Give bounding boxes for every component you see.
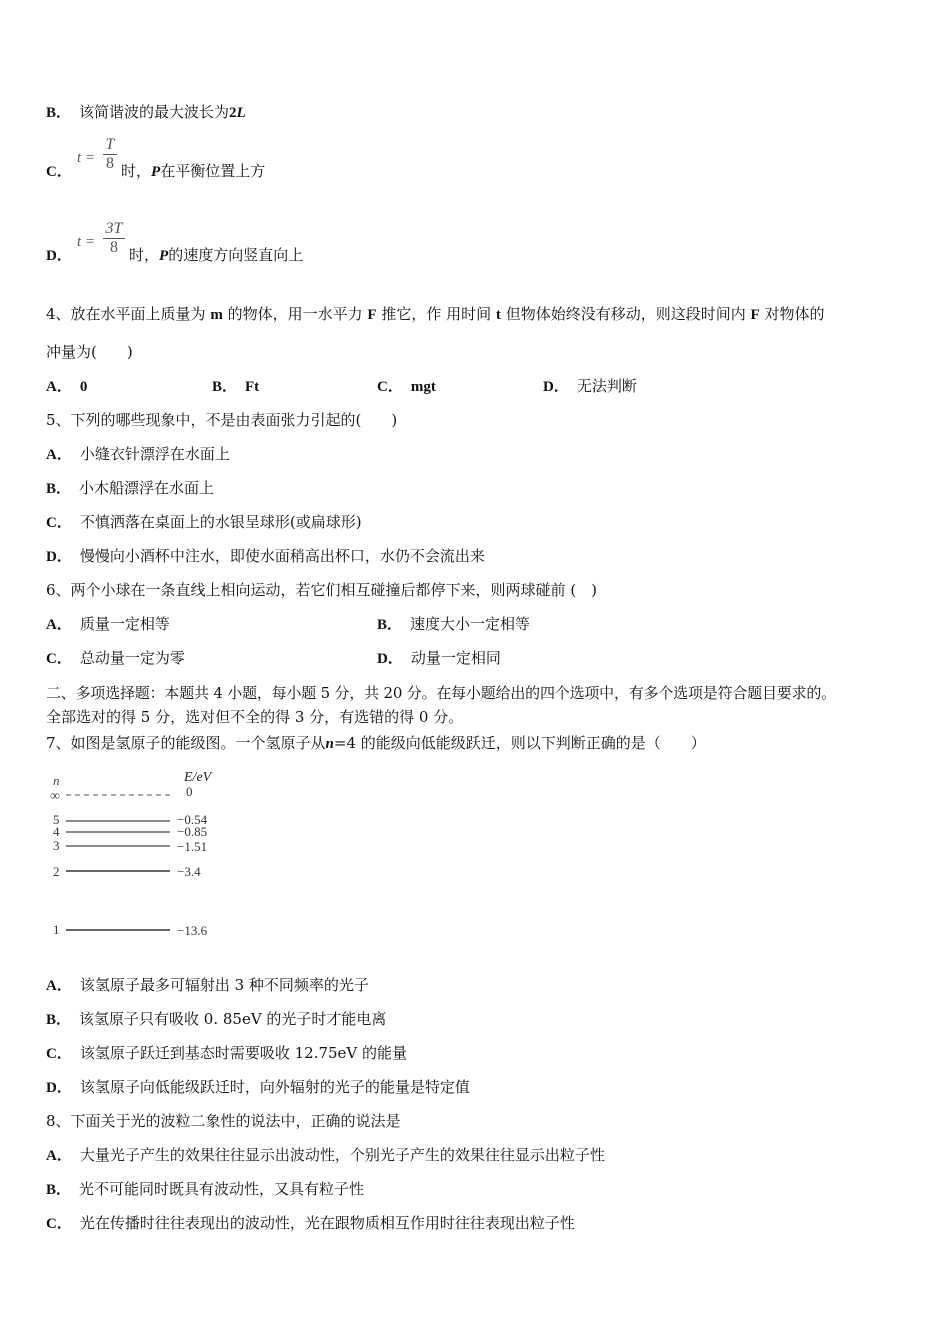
- q5-option-b[interactable]: B． 小木船漂浮在水面上: [46, 479, 215, 497]
- option-variable: L: [236, 105, 246, 121]
- var-n: n: [325, 736, 334, 752]
- level-e-5: −0.54: [177, 812, 208, 827]
- q7-option-a[interactable]: A． 该氢原子最多可辐射出 3 种不同频率的光子: [46, 976, 369, 994]
- level-e-3: −1.51: [177, 839, 208, 854]
- q6-option-c[interactable]: C． 总动量一定为零: [46, 649, 185, 667]
- var-m: m: [210, 307, 223, 323]
- level-n-4: 4: [53, 824, 60, 839]
- q4-stem: 4、放在水平面上质量为 m 的物体，用一水平力 F 推它，作 用时间 t 但物体始终没有移动，则这段时间内 F 对物体的: [46, 305, 825, 323]
- level-n-2: 2: [53, 864, 60, 879]
- fraction-numerator: T: [105, 136, 115, 153]
- q7-option-d[interactable]: D． 该氢原子向低能级跃迁时，向外辐射的光子的能量是特定值: [46, 1078, 470, 1096]
- level-n-5: 5: [53, 812, 60, 827]
- section2-line1: 二、多项选择题：本题共 4 小题，每小题 5 分，共 20 分。在每小题给出的四个选项中，有多个选项是符合题目要求的。: [46, 684, 836, 702]
- formula-fraction: [102, 136, 118, 173]
- level-n-3: 3: [53, 838, 60, 853]
- q4-option-d[interactable]: D． 无法判断: [543, 377, 637, 395]
- q4-option-a[interactable]: A． 0: [46, 379, 88, 395]
- q5-option-d[interactable]: D． 慢慢向小酒杯中注水，即使水面稍高出杯口，水仍不会流出来: [46, 547, 485, 565]
- q4-option-c[interactable]: C． mgt: [377, 379, 436, 395]
- n-axis-label: n: [53, 773, 60, 788]
- formula-t: t =: [77, 234, 96, 250]
- fraction-numerator: 3T: [105, 220, 123, 237]
- level-e-4: −0.85: [177, 824, 208, 839]
- energy-level-diagram: [40, 768, 240, 948]
- option-letter: C．: [46, 164, 72, 180]
- option-value: 2: [229, 105, 237, 121]
- q4-stem-line2: 冲量为( ): [46, 343, 133, 361]
- option-letter-row: [46, 245, 80, 266]
- q4-option-b[interactable]: B． Ft: [212, 379, 260, 395]
- q8-option-b[interactable]: B． 光不可能同时既具有波动性，又具有粒子性: [46, 1180, 365, 1198]
- level-e-1: −13.6: [177, 923, 208, 938]
- level-e-inf: 0: [186, 784, 193, 799]
- option-letter-row: [46, 161, 80, 182]
- q7-stem: 7、如图是氢原子的能级图。一个氢原子从n=4 的能级向低能级跃迁，则以下判断正确的是（ ）: [46, 734, 706, 752]
- option-text: 时，P的速度方向竖直向上: [129, 246, 304, 264]
- q8-option-a[interactable]: A． 大量光子产生的效果往往显示出波动性，个别光子产生的效果往往显示出粒子性: [46, 1146, 605, 1164]
- option-text: 该简谐波的最大波长为: [79, 103, 230, 121]
- q6-option-b[interactable]: B． 速度大小一定相等: [377, 615, 531, 633]
- var-F2: F: [750, 307, 760, 323]
- q7-option-b[interactable]: B． 该氢原子只有吸收 0. 85eV 的光子时才能电离: [46, 1010, 387, 1028]
- q5-option-a[interactable]: A． 小缝衣针漂浮在水面上: [46, 445, 230, 463]
- q8-stem: 8、下面关于光的波粒二象性的说法中，正确的说法是: [46, 1112, 401, 1130]
- level-n-inf: ∞: [50, 789, 60, 804]
- level-n-1: 1: [53, 922, 60, 937]
- var-F: F: [367, 307, 377, 323]
- var-t: t: [495, 307, 501, 323]
- level-e-2: −3.4: [177, 864, 201, 879]
- formula-t: t =: [77, 150, 96, 166]
- fraction-denominator: 8: [110, 239, 118, 256]
- option-letter: D．: [46, 248, 72, 264]
- e-axis-label: E/eV: [184, 770, 212, 785]
- q7-option-c[interactable]: C． 该氢原子跃迁到基态时需要吸收 12.75eV 的能量: [46, 1044, 408, 1062]
- option-text: 时，P在平衡位置上方: [121, 162, 266, 180]
- section2-line2: 全部选对的得 5 分，选对但不全的得 3 分，有选错的得 0 分。: [46, 708, 464, 726]
- q6-stem: 6、两个小球在一条直线上相向运动，若它们相互碰撞后都停下来，则两球碰前 ( ): [46, 581, 598, 599]
- q8-option-c[interactable]: C． 光在传播时往往表现出的波动性，光在跟物质相互作用时往往表现出粒子性: [46, 1214, 575, 1232]
- q5-stem: 5、下列的哪些现象中，不是由表面张力引起的( ): [46, 411, 398, 429]
- fraction-denominator: 8: [106, 155, 114, 172]
- q5-option-c[interactable]: C． 不慎洒落在桌面上的水银呈球形(或扁球形): [46, 513, 362, 531]
- q3-option-b[interactable]: [46, 102, 246, 123]
- q6-option-d[interactable]: D． 动量一定相同: [377, 649, 501, 667]
- option-letter: B．: [46, 105, 72, 121]
- formula-fraction: [102, 220, 126, 257]
- q6-option-a[interactable]: A． 质量一定相等: [46, 615, 170, 633]
